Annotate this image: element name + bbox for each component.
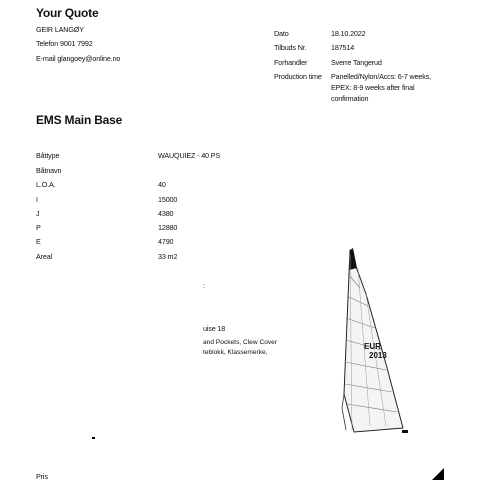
cropped-pockets-text: and Pockets, Clew Cover — [203, 339, 278, 346]
offer-number-label: Tilbuds Nr. — [274, 43, 307, 52]
spec-value: 12880 — [158, 223, 178, 232]
spec-row-j — [36, 209, 236, 222]
spec-label: P — [36, 223, 41, 232]
spec-label: Båtnavn — [36, 166, 62, 175]
spec-value: 4790 — [158, 237, 174, 246]
spec-row-boat-type — [36, 151, 236, 164]
spec-row-area — [36, 252, 236, 265]
customer-name: GEIR LANGØY — [36, 25, 84, 34]
spec-label: J — [36, 209, 40, 218]
date-value: 18.10.2022 — [331, 29, 366, 38]
cropped-colon: : — [203, 281, 205, 290]
spec-value: 33 m2 — [158, 252, 178, 261]
section-title: EMS Main Base — [36, 113, 123, 127]
dealer-value: Sverre Tangerud — [331, 58, 382, 67]
spec-row-boat-name — [36, 166, 236, 179]
sail-illustration — [330, 244, 410, 436]
production-time-value: Panelled/Nylon/Accs: 6-7 weeks, EPEX: 8-9 weeks after final confirmation — [331, 72, 432, 103]
spec-value: 40 — [158, 180, 166, 189]
cropped-block-text: teblokk, Klassemerke, — [203, 349, 268, 356]
price-label: Pris — [36, 472, 48, 481]
production-time-label: Production time — [274, 72, 322, 81]
quote-title: Your Quote — [36, 6, 99, 20]
spec-value: WAUQUIEZ - 40 PS — [158, 151, 221, 160]
spec-value: 15000 — [158, 195, 178, 204]
customer-phone: Telefon 9001 7992 — [36, 39, 93, 48]
spec-value: 4380 — [158, 209, 174, 218]
spec-label: Båttype — [36, 151, 60, 160]
offer-number-value: 187514 — [331, 43, 355, 52]
spec-row-loa — [36, 180, 236, 193]
spec-row-p — [36, 223, 236, 236]
sail-number-top: EUR — [364, 342, 381, 351]
spec-label: L.O.A. — [36, 180, 56, 189]
date-label: Dato — [274, 29, 289, 38]
dealer-label: Forhandler — [274, 58, 308, 67]
scan-mark — [92, 437, 95, 439]
spec-row-i — [36, 195, 236, 208]
cropped-cruise-text: uise 18 — [203, 324, 226, 333]
customer-email: E-mail glangoey@online.no — [36, 54, 121, 63]
page-corner-triangle — [432, 468, 444, 480]
sail-number-bottom: 2013 — [369, 351, 387, 360]
spec-label: Areal — [36, 252, 53, 261]
spec-row-e — [36, 237, 236, 250]
spec-label: I — [36, 195, 38, 204]
spec-label: E — [36, 237, 41, 246]
